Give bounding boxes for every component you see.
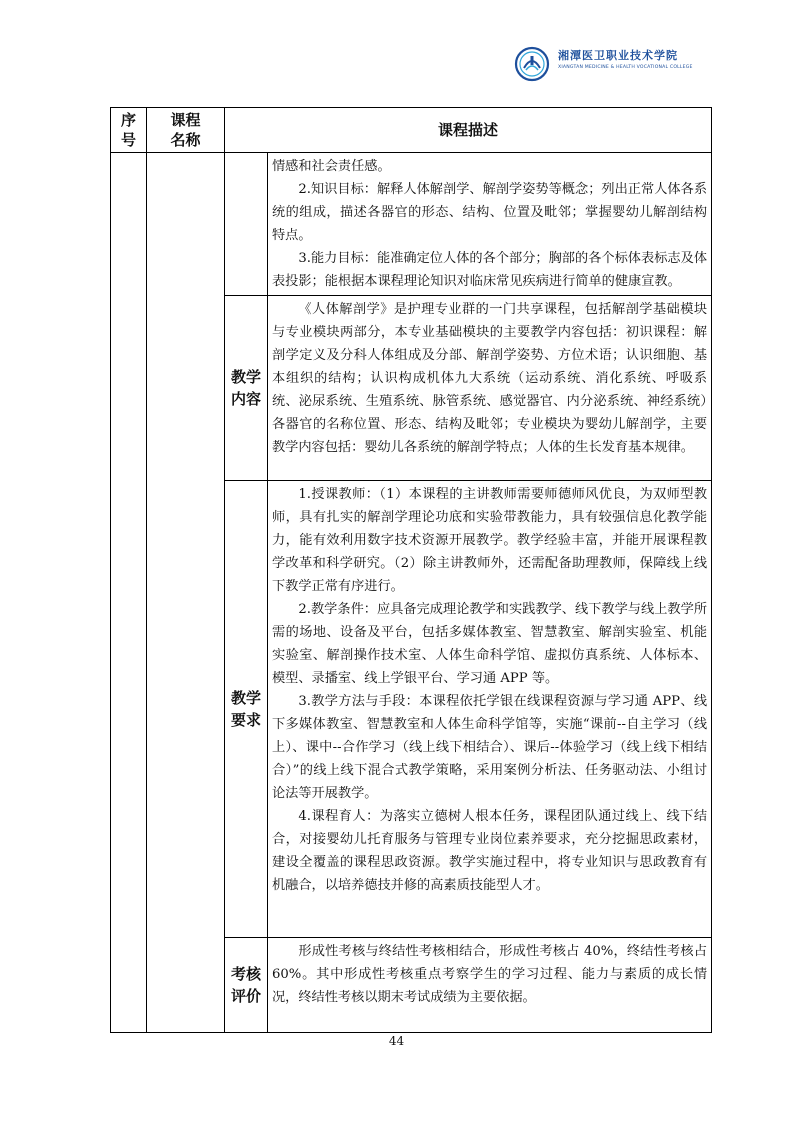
page-number: 44: [388, 1034, 405, 1048]
paragraph: 情感和社会责任感。: [272, 159, 391, 174]
paragraph: 2.知识目标：解释人体解剖学、解剖学姿势等概念；列出正常人体各系统的组成，描述各器官的形态、结构、位置及毗邻；掌握婴幼儿解剖结构特点。: [272, 182, 708, 243]
row-label-text: 考核评价: [230, 965, 261, 1005]
paragraph: 3.教学方法与手段：本课程依托学银在线课程资源与学习通 APP、线下多媒体教室、智慧教室和人体生命科学馆等，实施“课前--自主学习（线上）、课中--合作学习（线上线下相结合）、课后--体验学习（线上线下相结合）”的线上线下混合式教学策略，采用案例分析法、任务驱动法、小组讨论法等开展教学。: [272, 694, 708, 801]
col-header-name: [147, 108, 225, 153]
row-label-text: 教学要求: [230, 689, 261, 729]
row-label-teaching-requirements: [225, 481, 268, 938]
row-label-cell: [225, 153, 268, 296]
row-content-teaching-content: [268, 296, 712, 481]
school-name-en: XIANGTAN MEDICINE & HEALTH VOCATIONAL COLLEGE: [558, 65, 693, 70]
row-content-assessment: [268, 938, 712, 1033]
paragraph: 2.教学条件：应具备完成理论教学和实践教学、线下教学与线上教学所需的场地、设备及平台，包括多媒体教室、智慧教室、解剖实验室、机能实验室、解剖操作技术室、人体生命科学馆、虚拟仿真系统、人体标本、模型、录播室、线上学银平台、学习通 APP 等。: [272, 602, 708, 686]
row-content-goals: [268, 153, 712, 296]
paragraph: 《人体解剖学》是护理专业群的一门共享课程，包括解剖学基础模块与专业模块两部分，本专业基础模块的主要教学内容包括：初识课程：解剖学定义及分科人体组成及分部、解剖学姿势、方位术语；认识细胞、基本组织的结构；认识构成机体九大系统（运动系统、消化系统、呼吸系统、泌尿系统、生殖系统、脉管系统、感觉器官、内分泌系统、神经系统）各器官的名称位置、形态、结构及毗邻；专业模块为婴幼儿解剖学，主要教学内容包括：婴幼儿各系统的解剖学特点；人体的生长发育基本规律。: [272, 302, 708, 455]
row-name-cell: [147, 153, 225, 1033]
college-logo: [514, 46, 693, 82]
table-row: [111, 153, 712, 296]
paragraph: 形成性考核与终结性考核相结合，形成性考核占 40%，终结性考核占 60%。其中形成性考核重点考察学生的学习过程、能力与素质的成长情况，终结性考核以期末考试成绩为主要依据。: [272, 944, 708, 1005]
col-header-desc: [225, 108, 712, 153]
row-num-cell: [111, 153, 147, 1033]
school-name: 湘潭医卫职业技术学院: [558, 49, 678, 62]
col-header-num-text: 序号: [120, 111, 136, 149]
paragraph: 4.课程育人：为落实立德树人根本任务，课程团队通过线上、线下结合，对接婴幼儿托育服务与管理专业岗位素养要求，充分挖掘思政素材，建设全覆盖的课程思政资源。教学实施过程中，将专业知识与思政教育有机融合，以培养德技并修的高素质技能型人才。: [272, 809, 708, 893]
table-header-row: [111, 108, 712, 153]
college-emblem-icon: [514, 46, 554, 82]
row-label-teaching-content: [225, 296, 268, 481]
col-header-desc-text: 课程描述: [438, 121, 499, 139]
course-table: [110, 107, 712, 1033]
col-header-name-text: 课程名称: [170, 111, 201, 149]
row-content-teaching-requirements: [268, 481, 712, 938]
paragraph: 1.授课教师：（1）本课程的主讲教师需要师德师风优良，为双师型教师，具有扎实的解剖学理论功底和实验带教能力，具有较强信息化教学能力，能有效利用数字技术资源开展教学。教学经验丰富，并能开展课程教学改革和科学研究。（2）除主讲教师外，还需配备助理教师，保障线上线下教学正常有序进行。: [272, 487, 708, 594]
row-label-assessment: [225, 938, 268, 1033]
row-label-text: 教学内容: [230, 368, 261, 408]
col-header-num: [111, 108, 147, 153]
paragraph: 3.能力目标：能准确定位人体的各个部分；胸部的各个标体表标志及体表投影；能根据本课程理论知识对临床常见疾病进行简单的健康宣教。: [272, 251, 708, 289]
